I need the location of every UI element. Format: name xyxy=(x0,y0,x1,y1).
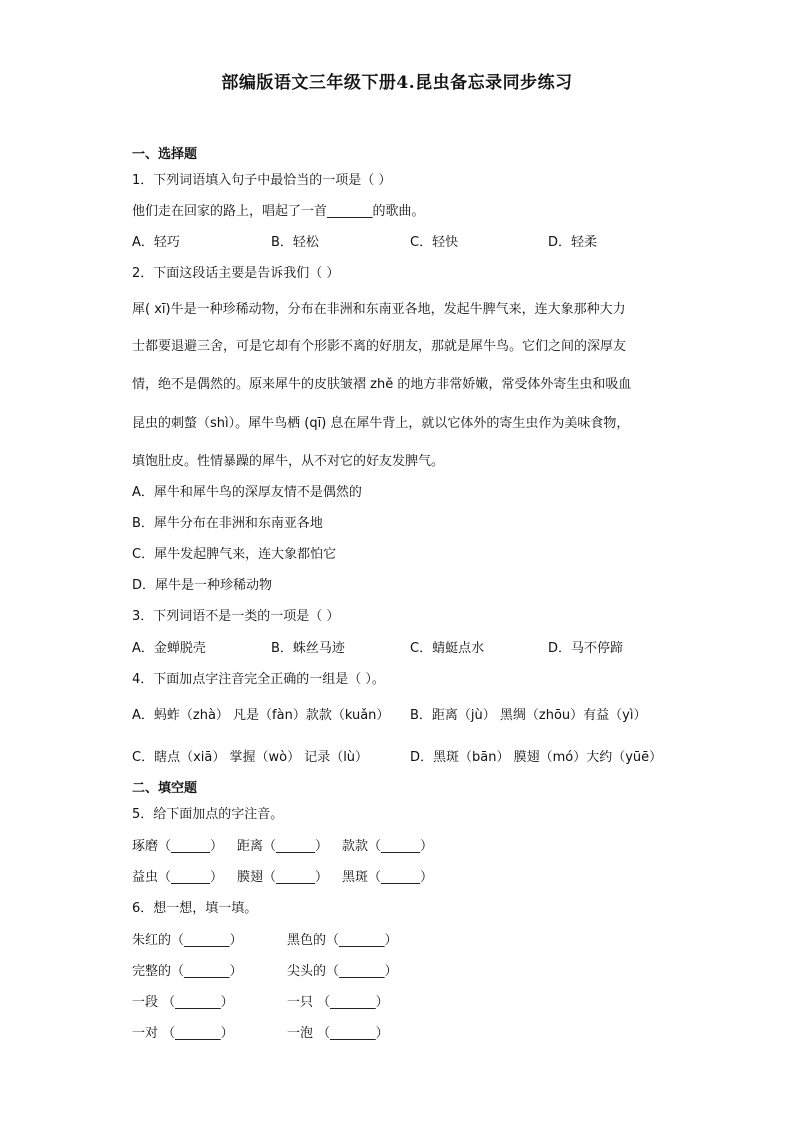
question-2-option-b: B．犀牛分布在非洲和东南亚各地 xyxy=(132,516,323,531)
question-3-option-c: C．蜻蜓点水 xyxy=(410,641,485,656)
question-6-item: 一段 （_______） xyxy=(132,995,234,1010)
question-6-stem: 6．想一想，填一填。 xyxy=(132,901,258,916)
question-2-passage-line: 昆虫的刺螫（shì）。犀牛鸟栖 (qī) 息在犀牛背上，就以它体外的寄生虫作为美味食物， xyxy=(132,416,630,431)
question-2-option-c: C．犀牛发起脾气来，连大象都怕它 xyxy=(132,547,337,562)
question-2-option-a: A．犀牛和犀牛鸟的深厚友情不是偶然的 xyxy=(132,485,362,500)
question-1-option-a: A．轻巧 xyxy=(132,235,180,250)
section-heading-fill: 二、填空题 xyxy=(132,781,198,796)
question-1-stem: 1．下列词语填入句子中最恰当的一项是（ ） xyxy=(132,173,392,188)
page-title: 部编版语文三年级下册4.昆虫备忘录同步练习 xyxy=(221,73,573,93)
question-1-sentence: 他们走在回家的路上，唱起了一首_______的歌曲。 xyxy=(132,204,425,219)
question-4-option-d: D．黑斑（bān） 膜翅（mó）大约（yūē） xyxy=(410,750,663,765)
question-5-item: 款款（______） xyxy=(342,839,434,854)
question-2-passage-line: 填饱肚皮。性情暴躁的犀牛，从不对它的好友发脾气。 xyxy=(132,454,445,469)
question-5-item: 琢磨（______） xyxy=(132,839,224,854)
question-2-passage-line: 士都要退避三舍，可是它却有个形影不离的好朋友，那就是犀牛鸟。它们之间的深厚友 xyxy=(132,339,627,354)
question-5-item: 距离（______） xyxy=(237,839,329,854)
question-3-option-d: D．马不停蹄 xyxy=(548,641,624,656)
question-6-item: 尖头的（_______） xyxy=(287,964,398,979)
question-3-option-a: A．金蝉脱壳 xyxy=(132,641,206,656)
question-2-stem: 2．下面这段话主要是告诉我们（ ） xyxy=(132,266,340,281)
question-4-option-b: B．距离（jù） 黑绸（zhōu）有益（yì） xyxy=(410,708,647,723)
question-2-option-d: D．犀牛是一种珍稀动物 xyxy=(132,578,273,593)
question-3-option-b: B．蛛丝马迹 xyxy=(271,641,345,656)
question-6-item: 黑色的（_______） xyxy=(287,933,398,948)
question-5-stem: 5．给下面加点的字注音。 xyxy=(132,807,284,822)
question-5-item: 膜翅（______） xyxy=(237,870,329,885)
question-6-item: 一泡 （_______） xyxy=(287,1026,389,1041)
question-6-item: 朱红的（_______） xyxy=(132,933,243,948)
question-1-option-b: B．轻松 xyxy=(271,235,319,250)
question-5-item: 黑斑（______） xyxy=(342,870,434,885)
question-2-passage-line: 犀( xī)牛是一种珍稀动物，分布在非洲和东南亚各地，发起牛脾气来，连大象那种大力 xyxy=(132,302,626,317)
question-6-item: 完整的（_______） xyxy=(132,964,243,979)
question-6-item: 一只 （_______） xyxy=(287,995,389,1010)
section-heading-choice: 一、选择题 xyxy=(132,147,198,162)
question-5-item: 益虫（______） xyxy=(132,870,224,885)
question-2-passage-line: 情，绝不是偶然的。原来犀牛的皮肤皱褶 zhě 的地方非常娇嫩，常受体外寄生虫和吸血 xyxy=(132,377,632,392)
question-3-stem: 3．下列词语不是一类的一项是（ ） xyxy=(132,609,340,624)
question-4-option-a: A．蚂蚱（zhà） 凡是（fàn）款款（kuǎn） xyxy=(132,708,390,723)
question-1-option-c: C．轻快 xyxy=(410,235,459,250)
question-6-item: 一对 （_______） xyxy=(132,1026,234,1041)
question-1-option-d: D．轻柔 xyxy=(548,235,598,250)
question-4-stem: 4．下面加点字注音完全正确的一组是（ ）。 xyxy=(132,672,385,687)
question-4-option-c: C．瞎点（xiā） 掌握（wò） 记录（lù） xyxy=(132,750,369,765)
